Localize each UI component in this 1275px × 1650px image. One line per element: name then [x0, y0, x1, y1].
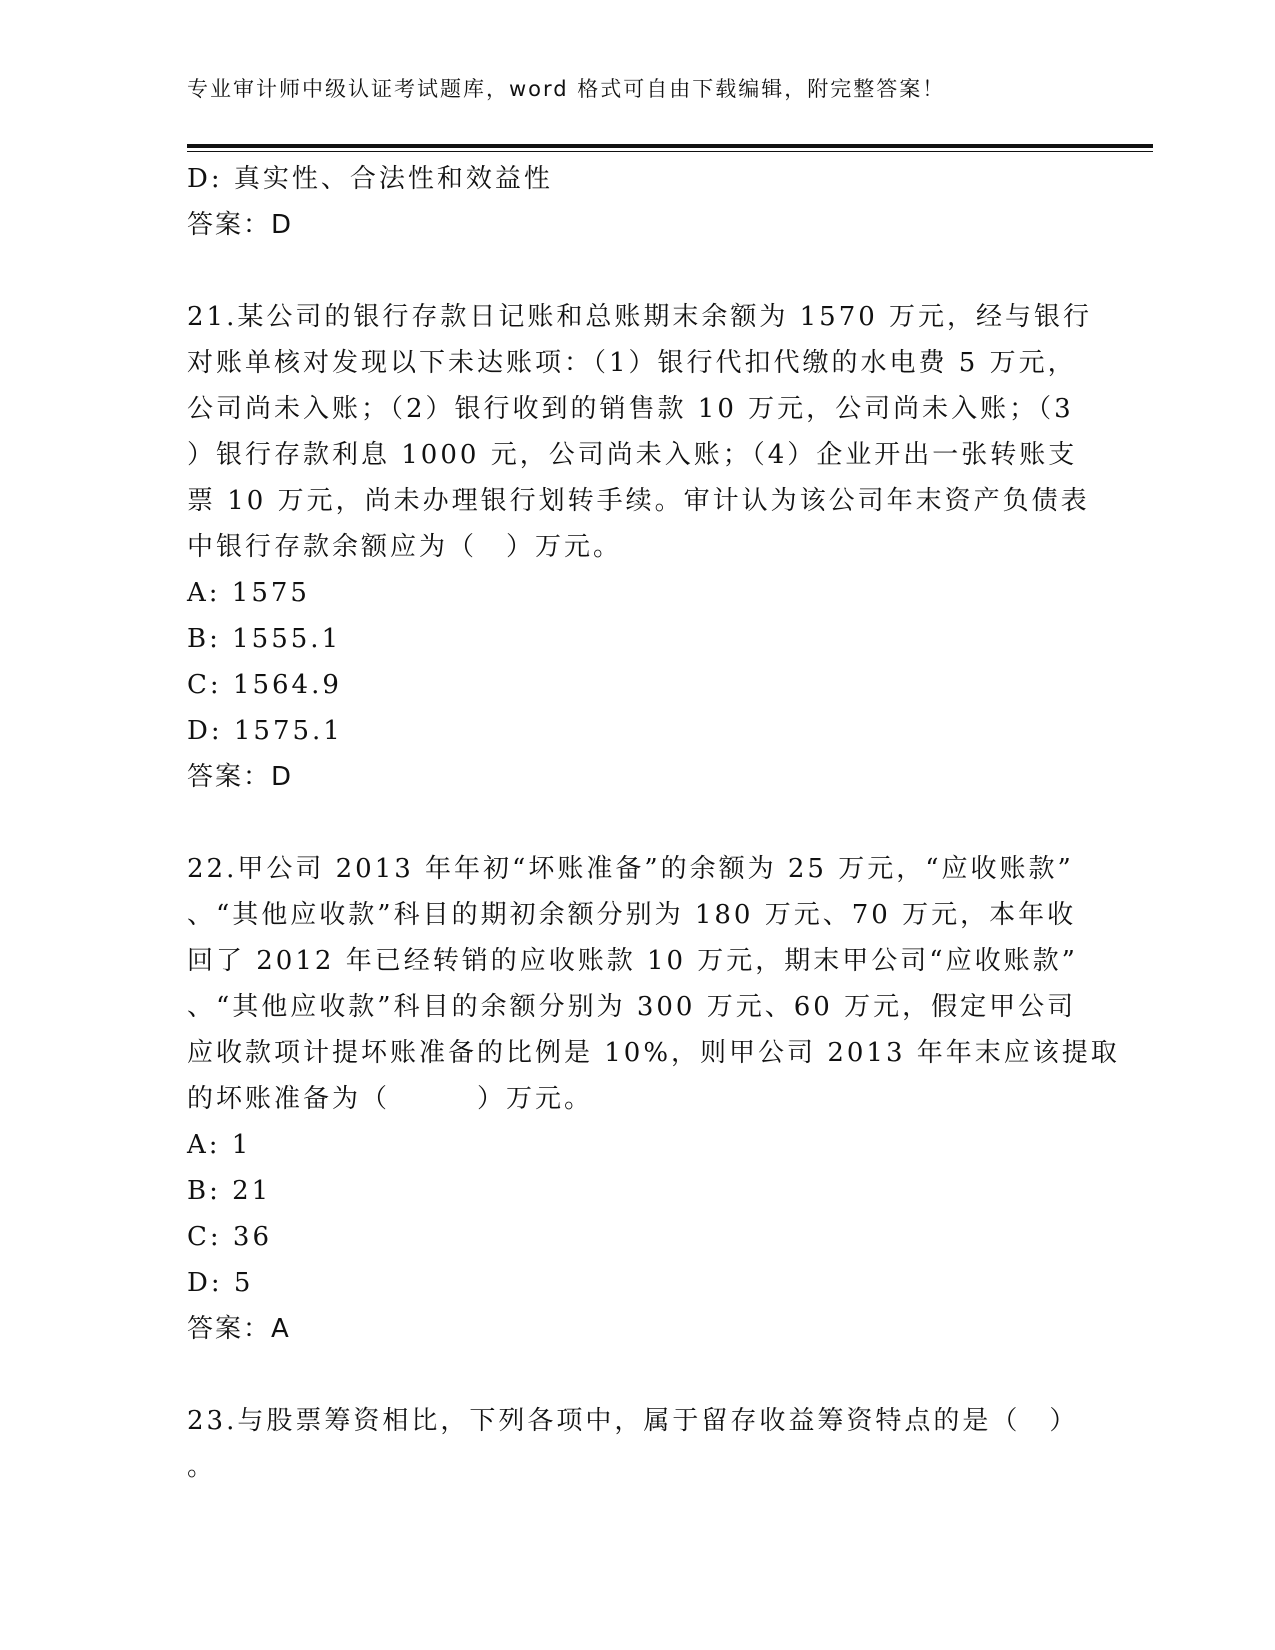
- question-22-line: 的坏账准备为（ ）万元。: [187, 1084, 594, 1114]
- question-21-line: 中银行存款余额应为（ ）万元。: [187, 532, 623, 562]
- question-23: [187, 1398, 1077, 1490]
- question-21-option-a: A: 1575: [187, 578, 310, 608]
- question-21-option-c: C: 1564.9: [187, 670, 342, 700]
- question-22-option-c: C: 36: [187, 1222, 273, 1252]
- spacer: [187, 800, 1077, 846]
- question-22-line: 应收款项计提坏账准备的比例是 10%，则甲公司 2013 年年末应该提取: [187, 1038, 1120, 1068]
- header-rule-thin: [187, 151, 1153, 152]
- question-23-line: 23.与股票筹资相比，下列各项中，属于留存收益筹资特点的是（ ）: [187, 1406, 1079, 1436]
- question-21-line: 公司尚未入账；（2）银行收到的销售款 10 万元，公司尚未入账；（3: [187, 394, 1074, 424]
- question-21-option-b: B: 1555.1: [187, 624, 342, 654]
- question-22-line: 、“其他应收款”科目的余额分别为 300 万元、60 万元，假定甲公司: [187, 992, 1077, 1022]
- question-22-option-a: A: 1: [187, 1130, 252, 1160]
- question-22-option-b: B: 21: [187, 1176, 272, 1206]
- question-22: [187, 846, 1120, 1122]
- page-header: 专业审计师中级认证考试题库，word 格式可自由下载编辑，附完整答案！: [187, 77, 946, 101]
- question-22-answer: 答案：A: [187, 1314, 291, 1344]
- question-21-line: 票 10 万元，尚未办理银行划转手续。审计认为该公司年末资产负债表: [187, 486, 1090, 516]
- question-content: [187, 156, 1120, 1490]
- question-21-line: 对账单核对发现以下未达账项：（1）银行代扣代缴的水电费 5 万元，: [187, 348, 1077, 378]
- question-22-line: 回了 2012 年已经转销的应收账款 10 万元，期末甲公司“应收账款”: [187, 946, 1078, 976]
- spacer: [187, 248, 1077, 294]
- question-22-line: 、“其他应收款”科目的期初余额分别为 180 万元、70 万元，本年收: [187, 900, 1077, 930]
- question-21: [187, 294, 1093, 570]
- prev-answer: 答案：D: [187, 210, 294, 240]
- header-rule-thick: [187, 144, 1153, 148]
- question-21-option-d: D: 1575.1: [187, 716, 343, 746]
- question-21-line: ）银行存款利息 1000 元，公司尚未入账；（4）企业开出一张转账支: [187, 440, 1078, 470]
- question-21-answer: 答案：D: [187, 762, 294, 792]
- question-22-option-d: D: 5: [187, 1268, 254, 1298]
- prev-option-d: D: 真实性、合法性和效益性: [187, 164, 553, 194]
- spacer: [187, 1352, 1077, 1398]
- question-22-line: 22.甲公司 2013 年年初“坏账准备”的余额为 25 万元，“应收账款”: [187, 854, 1074, 884]
- question-21-line: 21.某公司的银行存款日记账和总账期末余额为 1570 万元，经与银行: [187, 302, 1093, 332]
- question-23-line: 。: [187, 1452, 217, 1482]
